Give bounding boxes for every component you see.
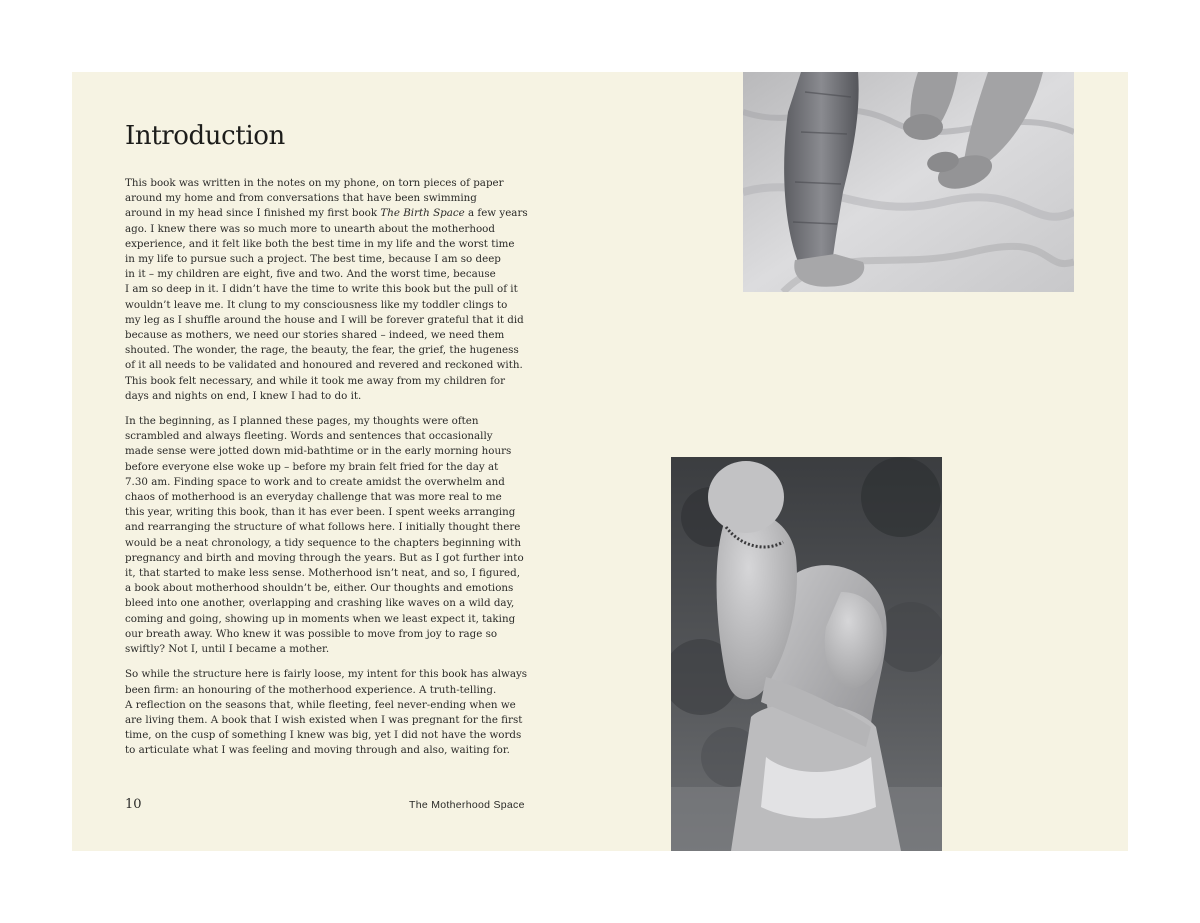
- text-segment: around in my head since I finished my first book: [125, 207, 381, 220]
- text-line: are living them. A book that I wish existed when I was pregnant for the first: [125, 713, 523, 726]
- text-line: a book about motherhood shouldn’t be, either. Our thoughts and emotions: [125, 582, 514, 595]
- text-line: it, that started to make less sense. Motherhood isn’t neat, and so, I figured,: [125, 567, 520, 580]
- text-line: of it all needs to be validated and honoured and revered and reckoned with.: [125, 359, 523, 372]
- text-line: This book felt necessary, and while it took me away from my children for: [125, 374, 506, 387]
- text-line: [125, 206, 529, 221]
- text-line: in it – my children are eight, five and two. And the worst time, because: [125, 268, 496, 281]
- page-number: 10: [125, 797, 142, 812]
- text-line: and rearranging the structure of what follows here. I initially thought there: [125, 521, 521, 534]
- text-line: chaos of motherhood is an everyday challenge that was more real to me: [125, 491, 502, 504]
- text-line: pregnancy and birth and moving through the years. But as I got further into: [125, 551, 524, 564]
- text-segment: a few years: [464, 207, 528, 220]
- text-line: in my life to pursue such a project. The best time, because I am so deep: [125, 253, 501, 266]
- text-line: wouldn’t leave me. It clung to my consciousness like my toddler clings to: [125, 298, 508, 311]
- text-line: would be a neat chronology, a tidy sequence to the chapters beginning with: [125, 536, 521, 549]
- paragraph: [125, 176, 529, 404]
- text-line: I am so deep in it. I didn’t have the time to write this book but the pull of it: [125, 283, 518, 296]
- text-line: to articulate what I was feeling and moving through and also, waiting for.: [125, 744, 510, 757]
- bare-feet-on-bedsheet-photo: [743, 72, 1074, 292]
- text-line: shouted. The wonder, the rage, the beauty, the fear, the grief, the hugeness: [125, 344, 519, 357]
- text-line: coming and going, showing up in moments when we least expect it, taking: [125, 612, 516, 625]
- text-line: This book was written in the notes on my phone, on torn pieces of paper: [125, 177, 504, 189]
- page-title: Introduction: [125, 121, 285, 151]
- text-line: experience, and it felt like both the best time in my life and the worst time: [125, 237, 515, 250]
- text-line: been firm: an honouring of the motherhood experience. A truth-telling.: [125, 683, 497, 696]
- text-line: made sense were jotted down mid-bathtime or in the early morning hours: [125, 445, 512, 458]
- text-line: bleed into one another, overlapping and crashing like waves on a wild day,: [125, 597, 515, 610]
- text-line: before everyone else woke up – before my brain felt fried for the day at: [125, 460, 499, 473]
- text-line: 7.30 am. Finding space to work and to create amidst the overwhelm and: [125, 475, 505, 488]
- text-line: because as mothers, we need our stories shared – indeed, we need them: [125, 329, 505, 342]
- book-title-italic: The Birth Space: [380, 207, 465, 220]
- text-line: our breath away. Who knew it was possible to move from joy to rage so: [125, 627, 498, 640]
- text-line: In the beginning, as I planned these pages, my thoughts were often: [125, 415, 479, 428]
- text-line: this year, writing this book, than it has ever been. I spent weeks arranging: [125, 506, 516, 519]
- text-line: around my home and from conversations that have been swimming: [125, 192, 477, 205]
- text-line: So while the structure here is fairly loose, my intent for this book has always: [125, 668, 528, 681]
- text-line: days and nights on end, I knew I had to do it.: [125, 389, 362, 402]
- text-line: my leg as I shuffle around the house and I will be forever grateful that it did: [125, 313, 524, 326]
- text-line: A reflection on the seasons that, while fleeting, feel never-ending when we: [125, 698, 516, 711]
- text-line: ago. I knew there was so much more to unearth about the motherhood: [125, 222, 495, 235]
- running-head: The Motherhood Space: [409, 799, 525, 811]
- text-line: time, on the cusp of something I knew was big, yet I did not have the words: [125, 729, 522, 742]
- body-text: [125, 176, 529, 769]
- paragraph: [125, 667, 529, 758]
- paragraph: [125, 414, 529, 657]
- text-line: scrambled and always fleeting. Words and sentences that occasionally: [125, 430, 493, 443]
- text-line: swiftly? Not I, until I became a mother.: [125, 643, 330, 656]
- mother-with-baby-on-shoulders-photo: [671, 457, 942, 851]
